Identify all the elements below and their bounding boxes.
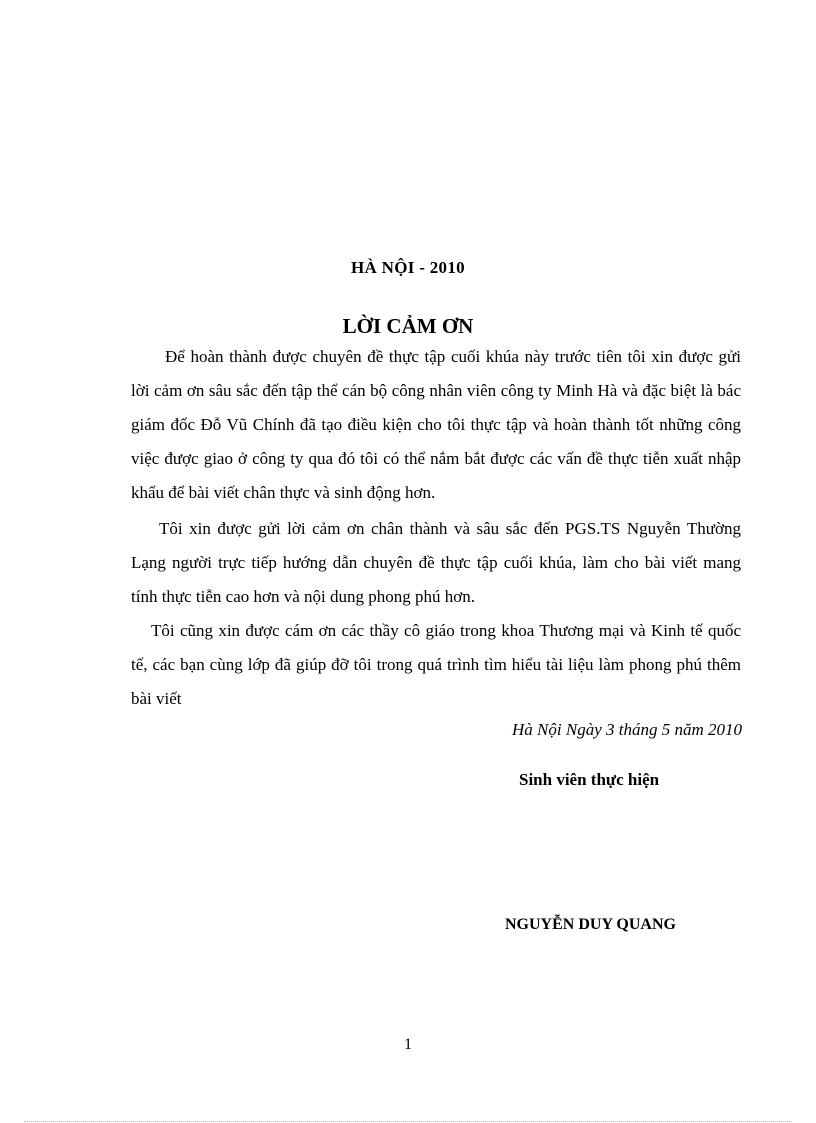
page-title: LỜI CẢM ƠN bbox=[342, 314, 474, 338]
place-year-heading: HÀ NỘI - 2010 bbox=[351, 258, 465, 277]
signer-label: Sinh viên thực hiện bbox=[519, 770, 660, 789]
acknowledgement-paragraph-2: Tôi xin được gửi lời cảm ơn chân thành và sâu sắc đến PGS.TS Nguyễn Thường Lạng người trực tiếp hướng dẫn chuyên đề thực tập cuối khúa, làm cho bài viết mang tính thực tiễn cao hơn và nội dung phong phú hơn. bbox=[131, 519, 741, 606]
signing-date: Hà Nội Ngày 3 tháng 5 năm 2010 bbox=[512, 720, 742, 739]
acknowledgement-paragraph-1: Để hoàn thành được chuyên đề thực tập cuối khúa này trước tiên tôi xin được gửi lời cảm ơn sâu sắc đến tập thể cán bộ công nhân viên công ty Minh Hà và đặc biệt là bác giám đốc Đỗ Vũ Chính đã tạo điều kiện cho tôi thực tập và hoàn thành tốt những công việc được giao ở công ty qua đó tôi có thể nắm bắt được các vấn đề thực tiễn xuất nhập khẩu để bài viết chân thực và sinh động hơn. bbox=[131, 347, 741, 502]
page-boundary-divider bbox=[24, 1121, 792, 1122]
acknowledgement-paragraph-3: Tôi cũng xin được cám ơn các thầy cô giáo trong khoa Thương mại và Kinh tế quốc tế, các bạn cùng lớp đã giúp đỡ tôi trong quá trình tìm hiểu tài liệu làm phong phú thêm bài viết bbox=[131, 621, 741, 708]
signer-name: NGUYỄN DUY QUANG bbox=[505, 916, 676, 933]
page-number: 1 bbox=[404, 1036, 412, 1053]
